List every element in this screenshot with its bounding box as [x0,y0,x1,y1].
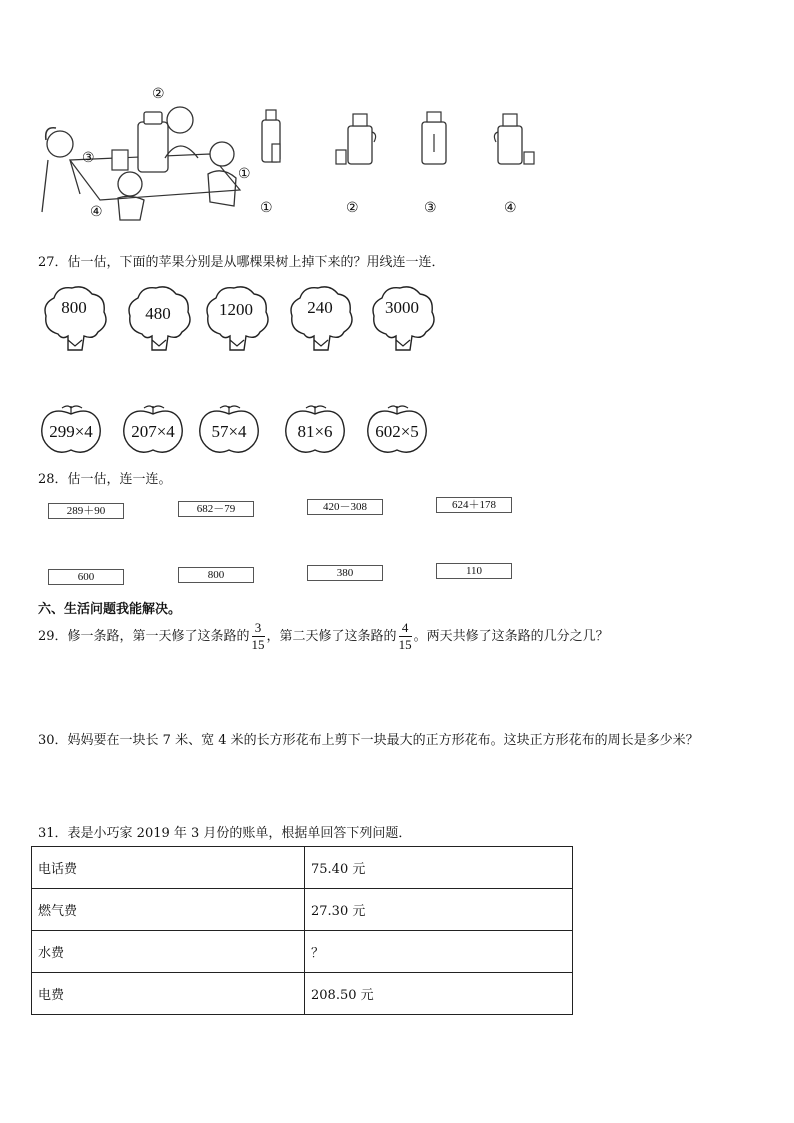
question-29-part2: ，第二天修了这条路的 [266,629,397,644]
question-28-text: 28．估一估，连一连。 [38,472,172,487]
result-box-3[interactable]: 380 [307,565,383,581]
tree-label: 1200 [219,300,253,319]
bill-item: 电话费 [32,847,305,889]
view-label-3: ③ [424,200,437,216]
apple-3[interactable] [196,402,262,460]
view4-bottle [498,126,522,164]
apple-label: 299×4 [49,422,93,441]
fraction-4-15: $\frac{4}{15}$ [398,620,412,652]
apple-label: 81×6 [297,422,333,441]
view2-bottle [348,126,372,164]
tree-5[interactable] [368,284,438,356]
table-row [32,973,573,1015]
scene-cup [112,150,128,170]
tree-icon [368,284,438,352]
apple-2[interactable] [120,402,186,460]
expression-box-3[interactable]: 420－308 [307,499,383,515]
view-label-2: ② [346,200,359,216]
scene-marker-3: ③ [82,150,95,166]
girl-left-body [42,160,80,212]
apple-label: 57×4 [211,422,247,441]
table-row [32,931,573,973]
apple-1[interactable] [38,402,104,460]
tree-1[interactable] [40,284,110,356]
view-label-1: ① [260,200,273,216]
tree-icon [286,284,356,352]
bill-amount: 75.40 元 [305,847,573,889]
section-6-title: 六、生活问题我能解决。 [38,602,182,617]
tree-2[interactable] [124,284,194,356]
bill-amount: 208.50 元 [305,973,573,1015]
child-right-body [208,171,236,206]
question-29-part1: 29．修一条路，第一天修了这条路的 [38,629,250,644]
view1-cap [266,110,276,120]
scene-marker-1: ① [238,166,251,182]
result-box-4[interactable]: 110 [436,563,512,579]
result-box-2[interactable]: 800 [178,567,254,583]
view3-cap [427,112,441,122]
tree-icon [40,284,110,352]
question-29-part3: 。两天共修了这条路的几分之几？ [413,629,609,644]
scene-bottle-cap [144,112,162,124]
apple-label: 602×5 [375,422,419,441]
girl-left-head [47,131,73,157]
expression-box-1[interactable]: 289＋90 [48,503,124,519]
apple-4[interactable] [282,402,348,460]
bill-table [31,846,573,1015]
apple-5[interactable] [364,402,430,460]
bill-amount: ？ [305,931,573,973]
view4-cap [503,114,517,126]
question-30-text: 30．妈妈要在一块长 7 米、宽 4 米的长方形花布上剪下一块最大的正方形花布。这块正方形花布的周长是多少米？ [38,733,699,748]
view-label-4: ④ [504,200,517,216]
result-box-1[interactable]: 600 [48,569,124,585]
apple-label: 207×4 [131,422,175,441]
view2-cup [336,150,346,164]
bill-item: 电费 [32,973,305,1015]
child-right-head [210,142,234,166]
question-31-text: 31．表是小巧家 2019 年 3 月份的账单，根据单回答下列问题． [38,826,412,841]
view1-cup [272,144,280,162]
bill-item: 水费 [32,931,305,973]
table-row [32,889,573,931]
expression-box-4[interactable]: 624＋178 [436,497,512,513]
tree-label: 480 [145,304,171,323]
expression-box-2[interactable]: 682－79 [178,501,254,517]
view4-cup [524,152,534,164]
tree-label: 800 [61,298,87,317]
tree-4[interactable] [286,284,356,356]
girl-bottom-body [118,196,144,220]
question-27-text: 27．估一估，下面的苹果分别是从哪棵果树上掉下来的？用线连一连． [38,255,445,270]
bill-amount: 27.30 元 [305,889,573,931]
question-29 [38,620,609,653]
table-row [32,847,573,889]
scene-marker-2: ② [152,86,165,102]
bill-item: 燃气费 [32,889,305,931]
observation-figure [40,82,550,222]
tree-3[interactable] [202,284,272,356]
observation-figure-drawing [40,82,550,222]
child-top-head [167,107,193,133]
scene-marker-4: ④ [90,204,103,220]
girl-bottom-head [118,172,142,196]
view2-cap [353,114,367,126]
tree-label: 3000 [385,298,419,317]
tree-label: 240 [307,298,333,317]
scene-bottle [138,122,168,172]
fraction-3-15: $\frac{3}{15}$ [251,620,265,652]
